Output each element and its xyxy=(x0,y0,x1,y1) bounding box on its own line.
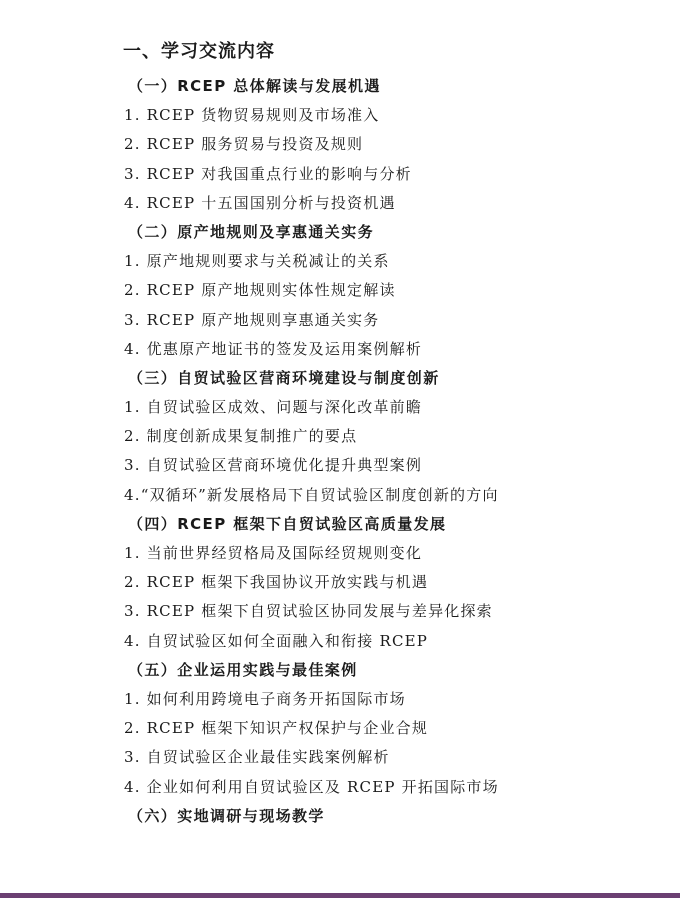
list-item: 2. RCEP 框架下知识产权保护与企业合规 xyxy=(124,719,429,738)
section-heading: （六）实地调研与现场教学 xyxy=(128,806,325,825)
list-item: 3. RCEP 对我国重点行业的影响与分析 xyxy=(124,164,412,183)
bottom-divider xyxy=(0,893,680,898)
section-heading: （二）原产地规则及享惠通关实务 xyxy=(128,222,375,241)
list-item: 1. 原产地规则要求与关税减让的关系 xyxy=(124,252,390,271)
list-item: 4. 优惠原产地证书的签发及运用案例解析 xyxy=(124,339,423,358)
content-outline xyxy=(0,72,680,831)
list-item: 3. 自贸试验区企业最佳实践案例解析 xyxy=(124,748,390,767)
page-title: 一、学习交流内容 xyxy=(123,41,275,62)
list-item: 2. RCEP 框架下我国协议开放实践与机遇 xyxy=(124,573,429,592)
list-item: 4.“双循环”新发展格局下自贸试验区制度创新的方向 xyxy=(124,485,499,504)
list-item: 1. RCEP 货物贸易规则及市场准入 xyxy=(124,106,380,125)
list-item: 3. 自贸试验区营商环境优化提升典型案例 xyxy=(124,456,423,475)
list-item: 3. RCEP 框架下自贸试验区协同发展与差异化探索 xyxy=(124,602,493,621)
list-item: 4. 企业如何利用自贸试验区及 RCEP 开拓国际市场 xyxy=(124,777,499,796)
section-heading: （五）企业运用实践与最佳案例 xyxy=(128,660,358,679)
list-item: 1. 当前世界经贸格局及国际经贸规则变化 xyxy=(124,544,423,562)
list-item: 2. RCEP 原产地规则实体性规定解读 xyxy=(124,281,396,300)
list-item: 3. RCEP 原产地规则享惠通关实务 xyxy=(124,310,380,329)
list-item: 4. RCEP 十五国国别分析与投资机遇 xyxy=(124,193,396,212)
list-item: 1. 自贸试验区成效、问题与深化改革前瞻 xyxy=(124,398,423,417)
section-heading: （一）RCEP 总体解读与发展机遇 xyxy=(128,77,381,95)
list-item: 4. 自贸试验区如何全面融入和衔接 RCEP xyxy=(124,631,429,650)
list-item: 2. 制度创新成果复制推广的要点 xyxy=(124,427,358,446)
list-item: 1. 如何利用跨境电子商务开拓国际市场 xyxy=(124,689,406,708)
section-heading: （四）RCEP 框架下自贸试验区高质量发展 xyxy=(128,514,447,533)
section-heading: （三）自贸试验区营商环境建设与制度创新 xyxy=(128,368,440,387)
list-item: 2. RCEP 服务贸易与投资及规则 xyxy=(124,135,364,154)
